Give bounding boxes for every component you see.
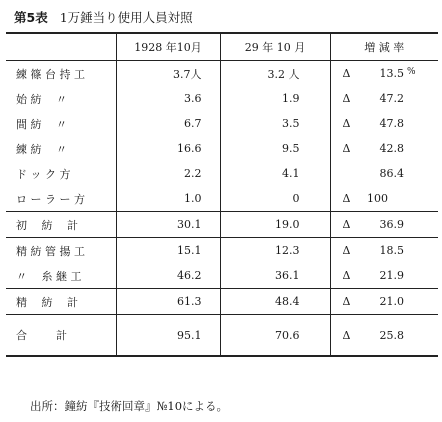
value-1929: 12.3 bbox=[220, 238, 330, 264]
value-1929: 3.2 人 bbox=[220, 61, 330, 87]
table-row bbox=[6, 111, 438, 136]
value-1928: 3.6 bbox=[116, 86, 220, 111]
row-label: 精 紡 管 揚 工 bbox=[16, 244, 85, 258]
value-1928: 61.3 bbox=[116, 289, 220, 315]
table-row bbox=[6, 61, 438, 87]
row-label: 合 計 bbox=[6, 315, 116, 357]
value-1928: 6.7 bbox=[116, 111, 220, 136]
change-value: 42.8 bbox=[379, 142, 404, 155]
row-label: ロ ー ラ ー 方 bbox=[6, 186, 116, 212]
change-value: 36.9 bbox=[379, 218, 404, 231]
table-row bbox=[6, 86, 438, 111]
row-label: 練 紡 〃 bbox=[16, 142, 67, 156]
decrease-mark: Δ bbox=[342, 67, 351, 80]
value-1928: 15.1 bbox=[116, 238, 220, 264]
value-1929: 4.1 bbox=[220, 161, 330, 186]
change-cell bbox=[330, 238, 438, 264]
table-row bbox=[6, 238, 438, 264]
value-1928: 46.2 bbox=[116, 263, 220, 289]
percent-unit: % bbox=[407, 67, 416, 77]
header-row bbox=[6, 33, 438, 61]
row-label: 練 篠 台 持 工 bbox=[16, 67, 85, 81]
change-cell bbox=[330, 111, 438, 136]
value-1928: 95.1 bbox=[116, 315, 220, 357]
change-value: 21.9 bbox=[379, 269, 404, 282]
change-cell bbox=[330, 212, 438, 238]
source-note: 出所：鐘紡『技術回章』№10による。 bbox=[30, 399, 229, 413]
row-label: 〃 糸 継 工 bbox=[6, 263, 116, 289]
change-cell bbox=[330, 315, 438, 357]
header-blank bbox=[6, 33, 116, 61]
header-1929: 29 年 10 月 bbox=[220, 33, 330, 61]
table-row bbox=[6, 263, 438, 289]
table-row bbox=[6, 186, 438, 212]
decrease-mark: Δ bbox=[342, 117, 351, 130]
value-1929: 48.4 bbox=[220, 289, 330, 315]
value-1928: 16.6 bbox=[116, 136, 220, 161]
change-value: 100 bbox=[367, 192, 388, 205]
change-cell bbox=[330, 86, 438, 111]
staffing-comparison-table bbox=[6, 32, 438, 357]
header-1928: 1928 年10月 bbox=[116, 33, 220, 61]
change-cell bbox=[330, 263, 438, 289]
change-cell bbox=[330, 61, 438, 87]
row-label: 始 紡 〃 bbox=[16, 92, 67, 106]
row-label: 間 紡 〃 bbox=[16, 117, 67, 131]
value-1929: 70.6 bbox=[220, 315, 330, 357]
total-row bbox=[6, 315, 438, 357]
table-row bbox=[6, 161, 438, 186]
table-caption bbox=[14, 8, 193, 26]
change-cell bbox=[330, 161, 438, 186]
row-label: 初 紡 計 bbox=[6, 212, 116, 238]
table-title: 1万錘当り使用人員対照 bbox=[59, 10, 193, 25]
value-1928: 3.7人 bbox=[116, 61, 220, 87]
change-value: 47.2 bbox=[379, 92, 404, 105]
change-cell bbox=[330, 186, 438, 212]
value-1929: 1.9 bbox=[220, 86, 330, 111]
decrease-mark: Δ bbox=[342, 269, 351, 282]
value-1929: 19.0 bbox=[220, 212, 330, 238]
decrease-mark: Δ bbox=[342, 218, 351, 231]
value-1929: 36.1 bbox=[220, 263, 330, 289]
change-value: 86.4 bbox=[379, 167, 404, 180]
change-cell bbox=[330, 289, 438, 315]
subtotal-row bbox=[6, 212, 438, 238]
change-value: 21.0 bbox=[379, 295, 404, 308]
decrease-mark: Δ bbox=[342, 92, 351, 105]
value-1928: 30.1 bbox=[116, 212, 220, 238]
value-1929: 3.5 bbox=[220, 111, 330, 136]
change-value: 13.5 bbox=[379, 67, 404, 80]
decrease-mark: Δ bbox=[342, 244, 351, 257]
change-cell bbox=[330, 136, 438, 161]
value-1928: 2.2 bbox=[116, 161, 220, 186]
change-value: 18.5 bbox=[379, 244, 404, 257]
table-row bbox=[6, 136, 438, 161]
decrease-mark: Δ bbox=[342, 295, 351, 308]
row-label: ド ッ ク 方 bbox=[16, 167, 71, 181]
decrease-mark: Δ bbox=[342, 192, 351, 205]
change-value: 47.8 bbox=[379, 117, 404, 130]
value-1929: 0 bbox=[220, 186, 330, 212]
decrease-mark: Δ bbox=[342, 142, 351, 155]
subtotal-row bbox=[6, 289, 438, 315]
change-value: 25.8 bbox=[379, 328, 404, 342]
header-change: 増 減 率 bbox=[330, 33, 438, 61]
value-1928: 1.0 bbox=[116, 186, 220, 212]
row-label: 精 紡 計 bbox=[6, 289, 116, 315]
table-label: 第5表 bbox=[14, 10, 48, 25]
decrease-mark: Δ bbox=[342, 328, 351, 342]
value-1929: 9.5 bbox=[220, 136, 330, 161]
